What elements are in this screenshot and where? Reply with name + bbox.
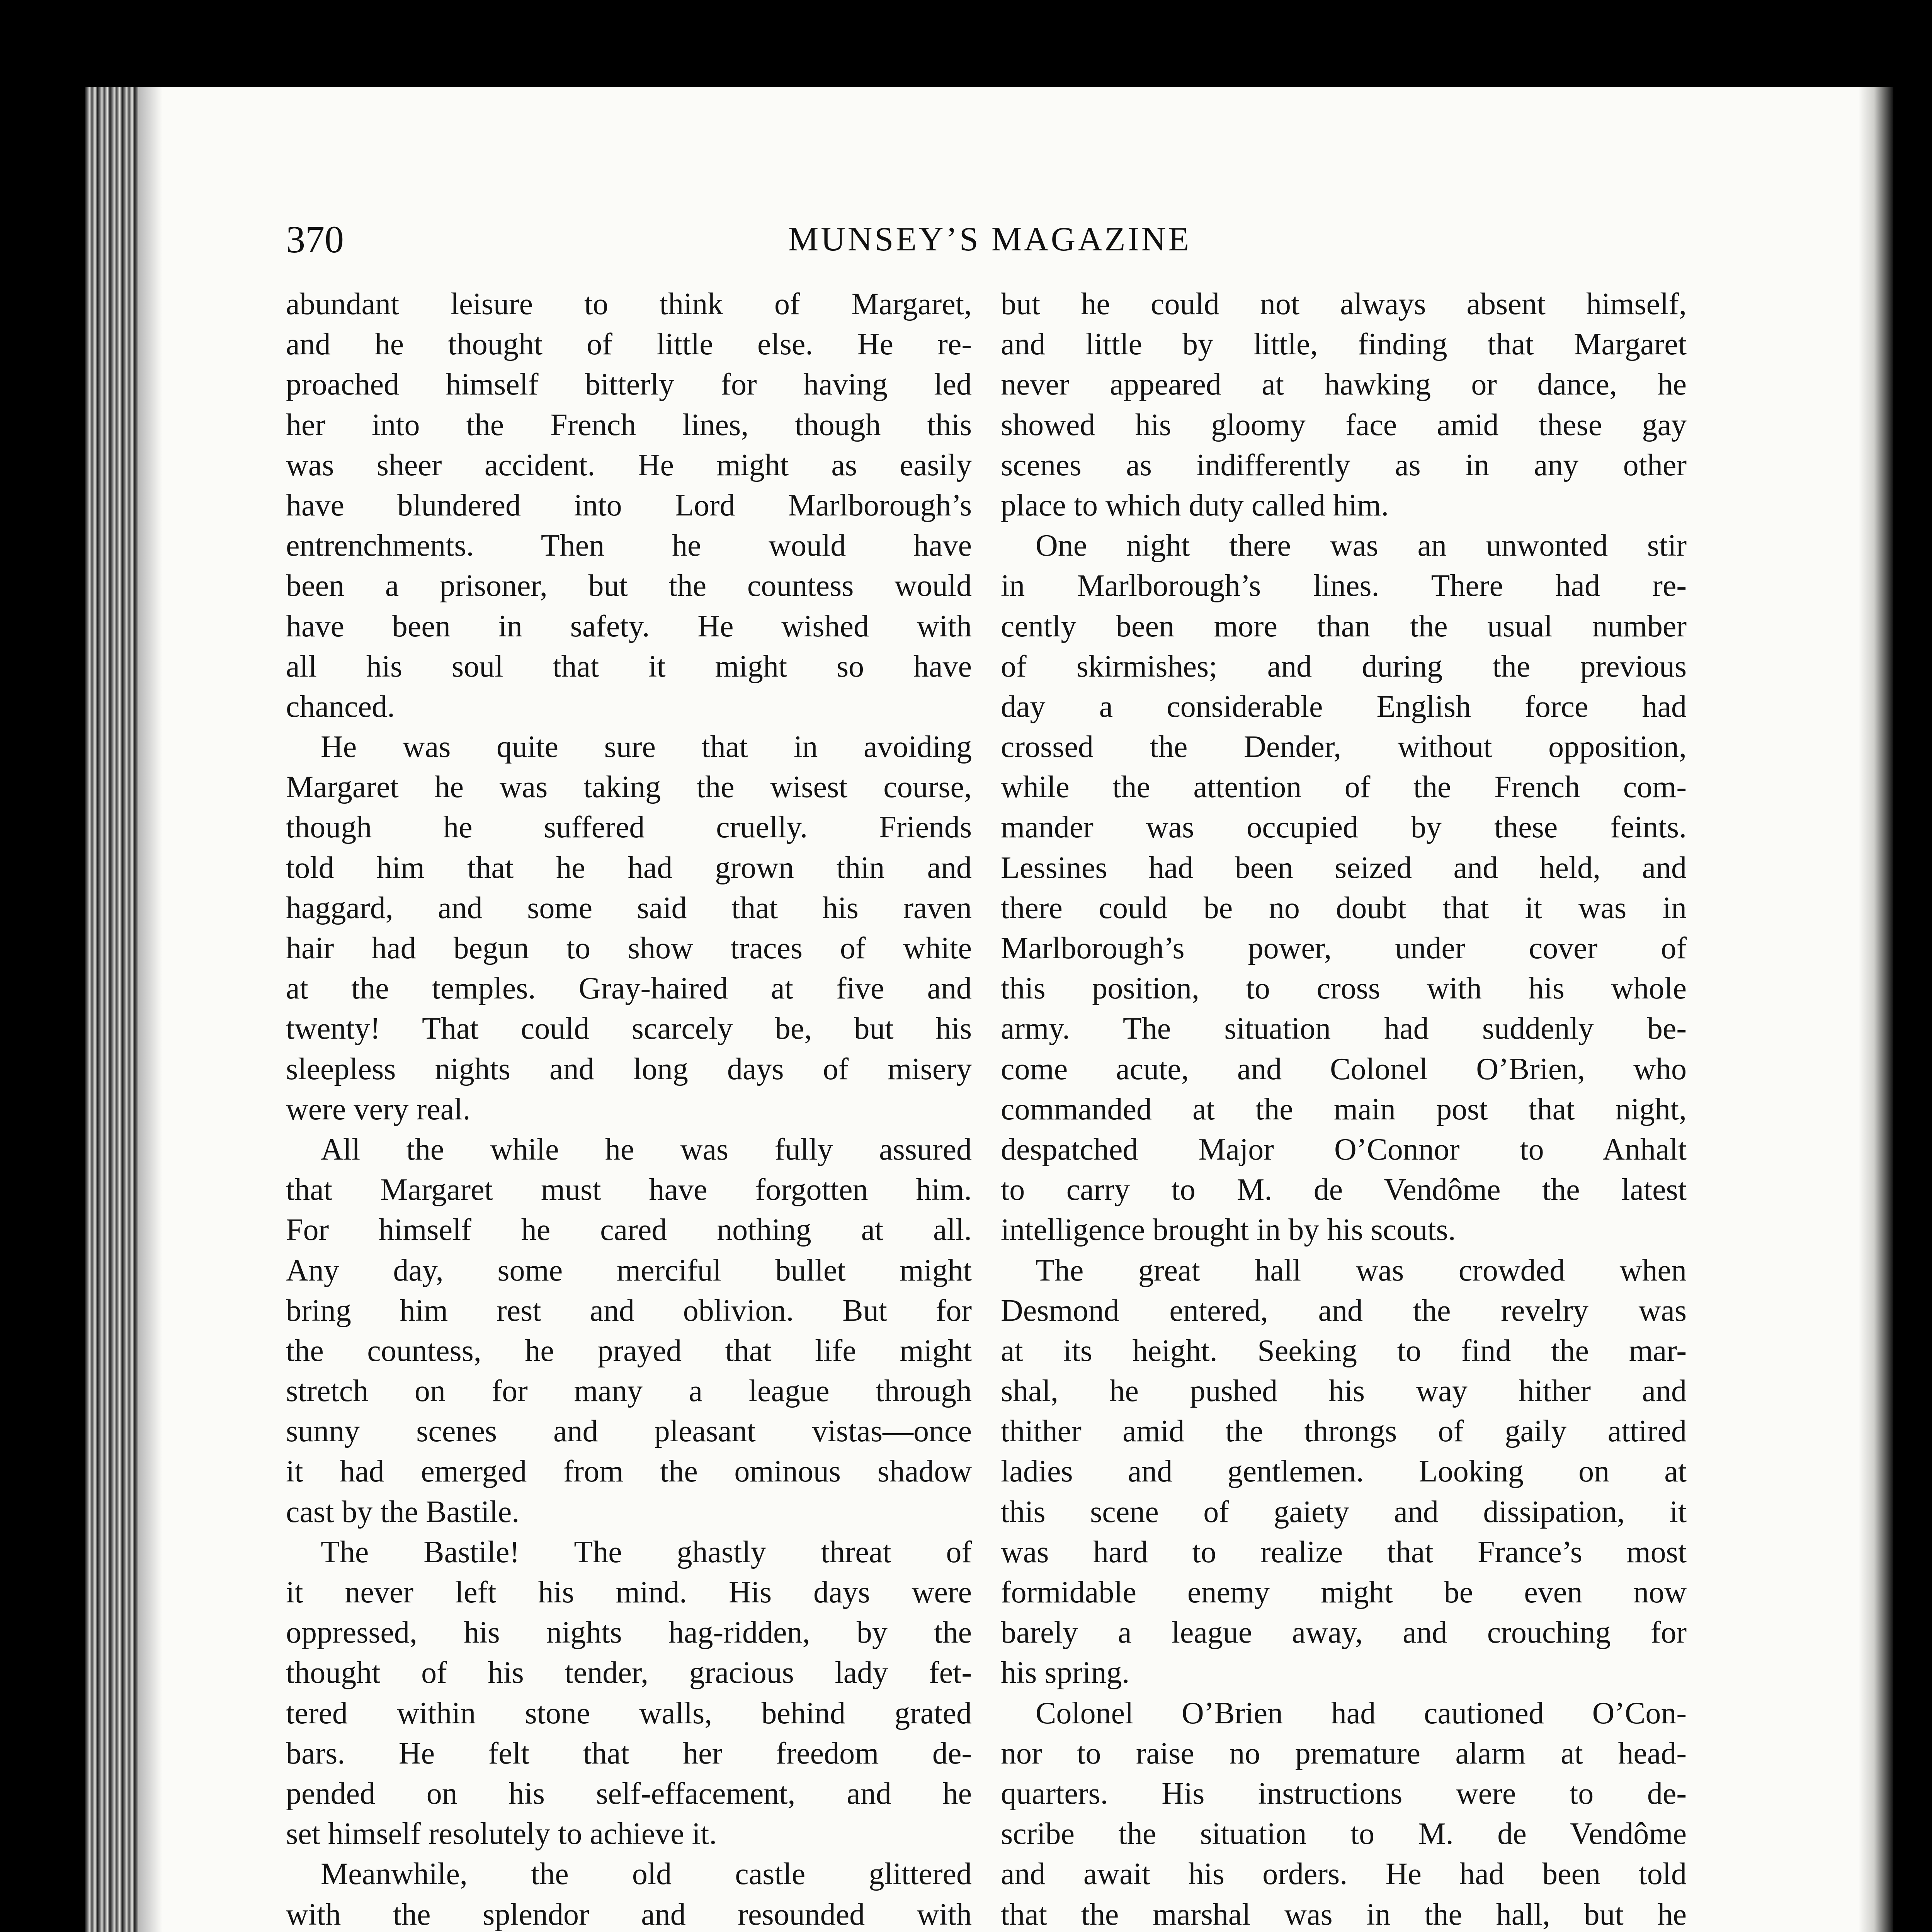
text-line: Any day, some merciful bullet might [286, 1253, 972, 1287]
text-line: Margaret he was taking the wisest course, [286, 770, 972, 804]
text-line: that the marshal was in the hall, but he [1001, 1897, 1687, 1932]
text-line: this scene of gaiety and dissipation, it [1001, 1495, 1687, 1529]
text-line: with the splendor and resounded with [286, 1897, 972, 1932]
text-line: Meanwhile, the old castle glittered [321, 1857, 972, 1891]
text-line: Colonel O’Brien had cautioned O’Con- [1036, 1696, 1687, 1730]
text-line: barely a league away, and crouching for [1001, 1616, 1687, 1650]
text-line: army. The situation had suddenly be- [1001, 1012, 1687, 1046]
text-line: sunny scenes and pleasant vistas—once [286, 1414, 972, 1449]
text-line: and little by little, finding that Margaret [1001, 327, 1687, 362]
text-line: cently been more than the usual number [1001, 609, 1687, 643]
text-column-left [286, 284, 972, 1932]
text-line: were very real. [286, 1092, 471, 1126]
text-line: All the while he was fully assured [321, 1132, 972, 1167]
text-line: her into the French lines, though this [286, 408, 972, 442]
text-line: this position, to cross with his whole [1001, 971, 1687, 1006]
text-line: bring him rest and oblivion. But for [286, 1293, 972, 1328]
text-line: the countess, he prayed that life might [286, 1333, 972, 1368]
text-line: abundant leisure to think of Margaret, [286, 287, 972, 321]
text-line: The great hall was crowded when [1036, 1253, 1687, 1287]
text-line: scenes as indifferently as in any other [1001, 448, 1687, 482]
page-number: 370 [286, 218, 344, 261]
text-line: sleepless nights and long days of misery [286, 1052, 972, 1086]
text-line: was sheer accident. He might as easily [286, 448, 972, 482]
running-title: MUNSEY’S MAGAZINE [788, 221, 1192, 258]
text-line: of skirmishes; and during the previous [1001, 649, 1687, 684]
text-line: been a prisoner, but the countess would [286, 569, 972, 603]
text-line: mander was occupied by these feints. [1001, 810, 1687, 845]
text-line: For himself he cared nothing at all. [286, 1213, 972, 1247]
text-line: quarters. His instructions were to de- [1001, 1776, 1687, 1811]
text-line: oppressed, his nights hag-ridden, by the [286, 1616, 972, 1650]
text-line: twenty! That could scarcely be, but his [286, 1012, 972, 1046]
text-line: have blundered into Lord Marlborough’s [286, 488, 972, 522]
text-line: in Marlborough’s lines. There had re- [1001, 569, 1687, 603]
text-line: commanded at the main post that night, [1001, 1092, 1687, 1126]
text-line: pended on his self-effacement, and he [286, 1776, 972, 1811]
text-line: there could be no doubt that it was in [1001, 891, 1687, 925]
text-line: come acute, and Colonel O’Brien, who [1001, 1052, 1687, 1086]
text-line: set himself resolutely to achieve it. [286, 1817, 717, 1851]
text-line: Lessines had been seized and held, and [1001, 850, 1687, 885]
text-line: stretch on for many a league through [286, 1374, 972, 1408]
text-line: hair had begun to show traces of white [286, 931, 972, 965]
text-line: and await his orders. He had been told [1001, 1857, 1687, 1891]
text-line: He was quite sure that in avoiding [321, 730, 972, 764]
text-line: nor to raise no premature alarm at head- [1001, 1736, 1687, 1770]
text-line: crossed the Dender, without opposition, [1001, 730, 1687, 764]
text-line: thought of his tender, gracious lady fet- [286, 1656, 972, 1690]
text-line: ladies and gentlemen. Looking on at [1001, 1454, 1687, 1489]
text-line: cast by the Bastile. [286, 1495, 520, 1529]
book-binding-edge [85, 87, 139, 1932]
text-line: at its height. Seeking to find the mar- [1001, 1333, 1687, 1368]
text-line: his spring. [1001, 1656, 1130, 1690]
text-column-right [1001, 284, 1687, 1932]
text-line: entrenchments. Then he would have [286, 529, 972, 563]
text-line: showed his gloomy face amid these gay [1001, 408, 1687, 442]
text-line: thither amid the throngs of gaily attired [1001, 1414, 1687, 1449]
text-line: tered within stone walls, behind grated [286, 1696, 972, 1730]
text-line: that Margaret must have forgotten him. [286, 1173, 972, 1207]
text-line: despatched Major O’Connor to Anhalt [1001, 1132, 1687, 1167]
text-line: at the temples. Gray-haired at five and [286, 971, 972, 1006]
text-line: all his soul that it might so have [286, 649, 972, 684]
page-right-edge [1859, 87, 1893, 1932]
text-line: it never left his mind. His days were [286, 1575, 972, 1609]
text-line: but he could not always absent himself, [1001, 287, 1687, 321]
text-line: One night there was an unwonted stir [1036, 529, 1687, 563]
text-line: proached himself bitterly for having led [286, 367, 972, 402]
text-line: formidable enemy might be even now [1001, 1575, 1687, 1609]
text-line: chanced. [286, 689, 395, 724]
text-line: it had emerged from the ominous shadow [286, 1454, 972, 1489]
page-header [286, 211, 1662, 269]
text-line: scribe the situation to M. de Vendôme [1001, 1817, 1687, 1851]
text-line: Marlborough’s power, under cover of [1001, 931, 1687, 965]
text-line: and he thought of little else. He re- [286, 327, 972, 362]
text-line: though he suffered cruelly. Friends [286, 810, 972, 845]
text-line: day a considerable English force had [1001, 689, 1687, 724]
text-line: while the attention of the French com- [1001, 770, 1687, 804]
text-line: to carry to M. de Vendôme the latest [1001, 1173, 1687, 1207]
text-line: bars. He felt that her freedom de- [286, 1736, 972, 1770]
magazine-page [85, 87, 1893, 1932]
text-line: intelligence brought in by his scouts. [1001, 1213, 1456, 1247]
text-line: told him that he had grown thin and [286, 850, 972, 885]
text-line: never appeared at hawking or dance, he [1001, 367, 1687, 402]
text-line: Desmond entered, and the revelry was [1001, 1293, 1687, 1328]
text-line: haggard, and some said that his raven [286, 891, 972, 925]
text-line: have been in safety. He wished with [286, 609, 972, 643]
text-line: was hard to realize that France’s most [1001, 1535, 1687, 1569]
text-line: shal, he pushed his way hither and [1001, 1374, 1687, 1408]
text-line: place to which duty called him. [1001, 488, 1389, 522]
text-line: The Bastile! The ghastly threat of [321, 1535, 972, 1569]
